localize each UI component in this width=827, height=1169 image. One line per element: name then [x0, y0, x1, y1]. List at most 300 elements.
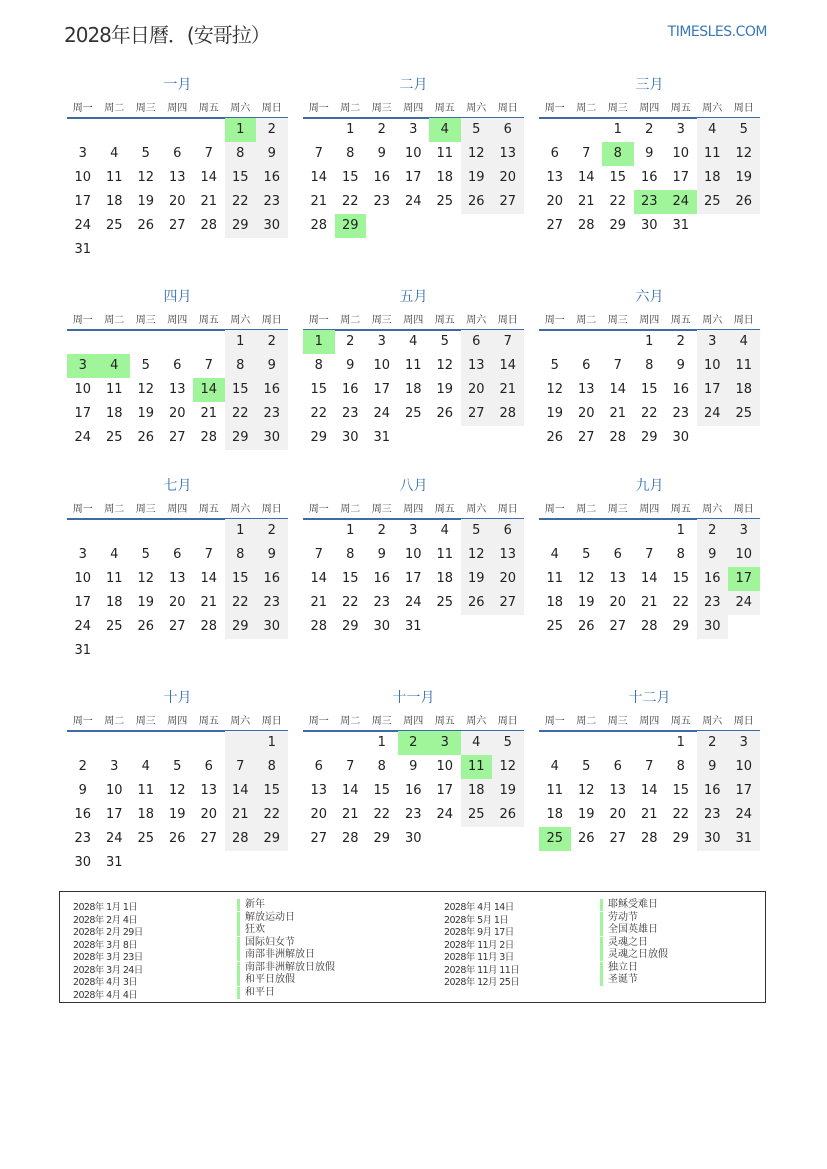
day-cell[interactable]: 21 [310, 194, 328, 209]
day-cell[interactable]: 15 [373, 783, 391, 798]
day-cell[interactable]: 30 [341, 430, 359, 445]
day-cell[interactable]: 20 [200, 807, 218, 822]
day-cell[interactable]: 25 [105, 218, 123, 233]
day-cell[interactable]: 28 [640, 831, 658, 846]
day-cell[interactable]: 2 [256, 519, 288, 543]
day-cell[interactable]: 31 [74, 643, 92, 658]
day-cell[interactable]: 11 [461, 755, 493, 779]
day-cell[interactable]: 15 [256, 779, 288, 803]
day-cell[interactable]: 10 [373, 358, 391, 373]
day-cell[interactable]: 22 [672, 807, 690, 822]
day-cell[interactable]: 28 [341, 831, 359, 846]
day-cell[interactable]: 30 [672, 430, 690, 445]
day-cell[interactable]: 23 [697, 591, 729, 615]
day-cell[interactable]: 20 [492, 166, 524, 190]
day-cell[interactable]: 16 [697, 779, 729, 803]
day-cell[interactable]: 21 [341, 807, 359, 822]
day-cell[interactable]: 22 [609, 194, 627, 209]
day-cell[interactable]: 7 [204, 146, 213, 161]
day-cell[interactable]: 8 [225, 543, 257, 567]
day-cell[interactable]: 3 [409, 122, 418, 137]
day-cell[interactable]: 12 [728, 142, 760, 166]
day-cell[interactable]: 12 [168, 783, 186, 798]
day-cell[interactable]: 17 [436, 783, 454, 798]
day-cell[interactable]: 9 [409, 759, 418, 774]
day-cell[interactable]: 21 [200, 194, 218, 209]
day-cell[interactable]: 13 [200, 783, 218, 798]
day-cell[interactable]: 31 [373, 430, 391, 445]
day-cell[interactable]: 5 [141, 358, 150, 373]
day-cell[interactable]: 28 [225, 827, 257, 851]
day-cell[interactable]: 24 [436, 807, 454, 822]
day-cell[interactable]: 17 [728, 779, 760, 803]
day-cell[interactable]: 1 [303, 330, 335, 354]
day-cell[interactable]: 24 [728, 803, 760, 827]
day-cell[interactable]: 19 [461, 567, 493, 591]
day-cell[interactable]: 12 [137, 571, 155, 586]
day-cell[interactable]: 23 [341, 406, 359, 421]
day-cell[interactable]: 17 [105, 807, 123, 822]
day-cell[interactable]: 3 [409, 523, 418, 538]
day-cell[interactable]: 17 [404, 571, 422, 586]
day-cell[interactable]: 24 [74, 619, 92, 634]
day-cell[interactable]: 21 [609, 406, 627, 421]
day-cell[interactable]: 16 [256, 378, 288, 402]
day-cell[interactable]: 14 [577, 170, 595, 185]
day-cell[interactable]: 14 [640, 571, 658, 586]
day-cell[interactable]: 15 [225, 166, 257, 190]
day-cell[interactable]: 21 [640, 807, 658, 822]
day-cell[interactable]: 27 [310, 831, 328, 846]
day-cell[interactable]: 5 [141, 146, 150, 161]
day-cell[interactable]: 4 [461, 731, 493, 755]
day-cell[interactable]: 25 [404, 406, 422, 421]
day-cell[interactable]: 5 [461, 519, 493, 543]
day-cell[interactable]: 7 [645, 547, 654, 562]
day-cell[interactable]: 18 [137, 807, 155, 822]
day-cell[interactable]: 20 [168, 595, 186, 610]
day-cell[interactable]: 10 [728, 543, 760, 567]
day-cell[interactable]: 24 [373, 406, 391, 421]
day-cell[interactable]: 25 [697, 190, 729, 214]
day-cell[interactable]: 6 [204, 759, 213, 774]
day-cell[interactable]: 6 [461, 330, 493, 354]
day-cell[interactable]: 26 [436, 406, 454, 421]
day-cell[interactable]: 12 [461, 142, 493, 166]
day-cell[interactable]: 19 [728, 166, 760, 190]
day-cell[interactable]: 14 [310, 571, 328, 586]
day-cell[interactable]: 3 [728, 731, 760, 755]
day-cell[interactable]: 9 [346, 358, 355, 373]
day-cell[interactable]: 24 [404, 595, 422, 610]
day-cell[interactable]: 17 [74, 194, 92, 209]
day-cell[interactable]: 19 [137, 406, 155, 421]
day-cell[interactable]: 14 [609, 382, 627, 397]
day-cell[interactable]: 28 [640, 619, 658, 634]
day-cell[interactable]: 22 [225, 402, 257, 426]
day-cell[interactable]: 1 [346, 523, 355, 538]
day-cell[interactable]: 1 [346, 122, 355, 137]
day-cell[interactable]: 16 [672, 382, 690, 397]
day-cell[interactable]: 9 [645, 146, 654, 161]
day-cell[interactable]: 23 [672, 406, 690, 421]
day-cell[interactable]: 3 [676, 122, 685, 137]
day-cell[interactable]: 14 [200, 571, 218, 586]
day-cell[interactable]: 13 [168, 571, 186, 586]
day-cell[interactable]: 5 [728, 118, 760, 142]
day-cell[interactable]: 4 [697, 118, 729, 142]
day-cell[interactable]: 3 [67, 354, 99, 378]
day-cell[interactable]: 28 [200, 430, 218, 445]
day-cell[interactable]: 5 [582, 547, 591, 562]
day-cell[interactable]: 5 [461, 118, 493, 142]
day-cell[interactable]: 7 [613, 358, 622, 373]
day-cell[interactable]: 19 [137, 595, 155, 610]
day-cell[interactable]: 29 [310, 430, 328, 445]
day-cell[interactable]: 18 [436, 571, 454, 586]
day-cell[interactable]: 26 [461, 591, 493, 615]
day-cell[interactable]: 25 [436, 595, 454, 610]
day-cell[interactable]: 7 [645, 759, 654, 774]
day-cell[interactable]: 9 [377, 146, 386, 161]
day-cell[interactable]: 16 [74, 807, 92, 822]
day-cell[interactable]: 8 [225, 142, 257, 166]
day-cell[interactable]: 22 [310, 406, 328, 421]
day-cell[interactable]: 4 [99, 354, 131, 378]
day-cell[interactable]: 6 [173, 547, 182, 562]
day-cell[interactable]: 2 [78, 759, 87, 774]
day-cell[interactable]: 23 [373, 595, 391, 610]
day-cell[interactable]: 13 [461, 354, 493, 378]
day-cell[interactable]: 14 [492, 354, 524, 378]
day-cell[interactable]: 27 [461, 402, 493, 426]
day-cell[interactable]: 23 [697, 803, 729, 827]
day-cell[interactable]: 26 [137, 218, 155, 233]
day-cell[interactable]: 23 [373, 194, 391, 209]
day-cell[interactable]: 18 [105, 194, 123, 209]
day-cell[interactable]: 15 [225, 567, 257, 591]
day-cell[interactable]: 8 [256, 755, 288, 779]
day-cell[interactable]: 4 [550, 547, 559, 562]
day-cell[interactable]: 10 [404, 547, 422, 562]
day-cell[interactable]: 17 [697, 378, 729, 402]
day-cell[interactable]: 26 [461, 190, 493, 214]
day-cell[interactable]: 10 [74, 382, 92, 397]
day-cell[interactable]: 8 [346, 146, 355, 161]
day-cell[interactable]: 30 [404, 831, 422, 846]
day-cell[interactable]: 5 [141, 547, 150, 562]
day-cell[interactable]: 16 [373, 170, 391, 185]
day-cell[interactable]: 26 [577, 619, 595, 634]
day-cell[interactable]: 20 [461, 378, 493, 402]
day-cell[interactable]: 11 [105, 571, 123, 586]
day-cell[interactable]: 29 [672, 831, 690, 846]
day-cell[interactable]: 13 [168, 382, 186, 397]
day-cell[interactable]: 5 [173, 759, 182, 774]
day-cell[interactable]: 17 [672, 170, 690, 185]
day-cell[interactable]: 14 [193, 378, 225, 402]
day-cell[interactable]: 29 [672, 619, 690, 634]
day-cell[interactable]: 16 [697, 567, 729, 591]
day-cell[interactable]: 22 [373, 807, 391, 822]
day-cell[interactable]: 30 [256, 615, 288, 639]
day-cell[interactable]: 15 [225, 378, 257, 402]
day-cell[interactable]: 9 [256, 354, 288, 378]
day-cell[interactable]: 21 [200, 406, 218, 421]
day-cell[interactable]: 13 [609, 571, 627, 586]
day-cell[interactable]: 24 [74, 218, 92, 233]
day-cell[interactable]: 4 [409, 334, 418, 349]
day-cell[interactable]: 3 [728, 519, 760, 543]
day-cell[interactable]: 13 [609, 783, 627, 798]
day-cell[interactable]: 4 [429, 118, 461, 142]
day-cell[interactable]: 13 [546, 170, 564, 185]
day-cell[interactable]: 21 [640, 595, 658, 610]
day-cell[interactable]: 8 [645, 358, 654, 373]
day-cell[interactable]: 18 [404, 382, 422, 397]
day-cell[interactable]: 17 [74, 406, 92, 421]
day-cell[interactable]: 27 [168, 430, 186, 445]
day-cell[interactable]: 22 [225, 190, 257, 214]
day-cell[interactable]: 6 [613, 759, 622, 774]
day-cell[interactable]: 22 [672, 595, 690, 610]
day-cell[interactable]: 4 [110, 547, 119, 562]
day-cell[interactable]: 25 [461, 803, 493, 827]
day-cell[interactable]: 19 [436, 382, 454, 397]
day-cell[interactable]: 3 [110, 759, 119, 774]
day-cell[interactable]: 1 [225, 519, 257, 543]
day-cell[interactable]: 7 [582, 146, 591, 161]
day-cell[interactable]: 28 [200, 619, 218, 634]
day-cell[interactable]: 14 [225, 779, 257, 803]
day-cell[interactable]: 9 [256, 543, 288, 567]
day-cell[interactable]: 7 [225, 755, 257, 779]
day-cell[interactable]: 25 [436, 194, 454, 209]
day-cell[interactable]: 2 [398, 731, 430, 755]
day-cell[interactable]: 25 [539, 827, 571, 851]
day-cell[interactable]: 4 [141, 759, 150, 774]
day-cell[interactable]: 18 [436, 170, 454, 185]
day-cell[interactable]: 7 [204, 358, 213, 373]
day-cell[interactable]: 7 [314, 547, 323, 562]
day-cell[interactable]: 6 [613, 547, 622, 562]
day-cell[interactable]: 9 [256, 142, 288, 166]
day-cell[interactable]: 9 [676, 358, 685, 373]
day-cell[interactable]: 14 [341, 783, 359, 798]
day-cell[interactable]: 16 [640, 170, 658, 185]
day-cell[interactable]: 27 [492, 591, 524, 615]
day-cell[interactable]: 1 [225, 330, 257, 354]
day-cell[interactable]: 13 [577, 382, 595, 397]
day-cell[interactable]: 11 [137, 783, 155, 798]
day-cell[interactable]: 10 [74, 571, 92, 586]
day-cell[interactable]: 17 [404, 170, 422, 185]
day-cell[interactable]: 2 [377, 122, 386, 137]
day-cell[interactable]: 23 [256, 591, 288, 615]
day-cell[interactable]: 17 [74, 595, 92, 610]
day-cell[interactable]: 28 [609, 430, 627, 445]
day-cell[interactable]: 22 [256, 803, 288, 827]
day-cell[interactable]: 29 [373, 831, 391, 846]
day-cell[interactable]: 19 [137, 194, 155, 209]
day-cell[interactable]: 3 [78, 547, 87, 562]
day-cell[interactable]: 2 [346, 334, 355, 349]
day-cell[interactable]: 1 [377, 735, 386, 750]
day-cell[interactable]: 29 [609, 218, 627, 233]
day-cell[interactable]: 6 [314, 759, 323, 774]
day-cell[interactable]: 9 [697, 543, 729, 567]
day-cell[interactable]: 12 [436, 358, 454, 373]
day-cell[interactable]: 11 [697, 142, 729, 166]
day-cell[interactable]: 5 [582, 759, 591, 774]
day-cell[interactable]: 12 [546, 382, 564, 397]
day-cell[interactable]: 20 [609, 595, 627, 610]
day-cell[interactable]: 4 [440, 523, 449, 538]
day-cell[interactable]: 12 [577, 783, 595, 798]
day-cell[interactable]: 2 [676, 334, 685, 349]
day-cell[interactable]: 11 [404, 358, 422, 373]
day-cell[interactable]: 1 [676, 523, 685, 538]
day-cell[interactable]: 25 [728, 402, 760, 426]
day-cell[interactable]: 29 [640, 430, 658, 445]
day-cell[interactable]: 7 [346, 759, 355, 774]
day-cell[interactable]: 11 [436, 547, 454, 562]
day-cell[interactable]: 2 [697, 731, 729, 755]
day-cell[interactable]: 19 [577, 807, 595, 822]
day-cell[interactable]: 3 [377, 334, 386, 349]
day-cell[interactable]: 10 [105, 783, 123, 798]
day-cell[interactable]: 6 [173, 358, 182, 373]
day-cell[interactable]: 21 [310, 595, 328, 610]
day-cell[interactable]: 18 [105, 595, 123, 610]
day-cell[interactable]: 26 [577, 831, 595, 846]
day-cell[interactable]: 27 [577, 430, 595, 445]
day-cell[interactable]: 8 [602, 142, 634, 166]
day-cell[interactable]: 2 [645, 122, 654, 137]
day-cell[interactable]: 18 [697, 166, 729, 190]
day-cell[interactable]: 7 [492, 330, 524, 354]
day-cell[interactable]: 29 [256, 827, 288, 851]
day-cell[interactable]: 9 [377, 547, 386, 562]
day-cell[interactable]: 1 [613, 122, 622, 137]
day-cell[interactable]: 17 [373, 382, 391, 397]
day-cell[interactable]: 6 [582, 358, 591, 373]
day-cell[interactable]: 24 [728, 591, 760, 615]
day-cell[interactable]: 10 [728, 755, 760, 779]
day-cell[interactable]: 7 [314, 146, 323, 161]
day-cell[interactable]: 28 [310, 218, 328, 233]
day-cell[interactable]: 12 [137, 382, 155, 397]
day-cell[interactable]: 2 [377, 523, 386, 538]
day-cell[interactable]: 8 [314, 358, 323, 373]
day-cell[interactable]: 2 [697, 519, 729, 543]
day-cell[interactable]: 18 [461, 779, 493, 803]
day-cell[interactable]: 21 [577, 194, 595, 209]
day-cell[interactable]: 16 [341, 382, 359, 397]
day-cell[interactable]: 17 [728, 567, 760, 591]
day-cell[interactable]: 22 [341, 595, 359, 610]
day-cell[interactable]: 26 [137, 430, 155, 445]
day-cell[interactable]: 30 [373, 619, 391, 634]
day-cell[interactable]: 5 [440, 334, 449, 349]
day-cell[interactable]: 8 [676, 759, 685, 774]
day-cell[interactable]: 31 [672, 218, 690, 233]
day-cell[interactable]: 20 [168, 406, 186, 421]
day-cell[interactable]: 24 [74, 430, 92, 445]
day-cell[interactable]: 23 [404, 807, 422, 822]
day-cell[interactable]: 4 [550, 759, 559, 774]
day-cell[interactable]: 23 [74, 831, 92, 846]
day-cell[interactable]: 4 [728, 330, 760, 354]
day-cell[interactable]: 2 [256, 118, 288, 142]
day-cell[interactable]: 20 [168, 194, 186, 209]
day-cell[interactable]: 27 [609, 831, 627, 846]
day-cell[interactable]: 16 [404, 783, 422, 798]
day-cell[interactable]: 13 [168, 170, 186, 185]
day-cell[interactable]: 12 [137, 170, 155, 185]
day-cell[interactable]: 20 [609, 807, 627, 822]
day-cell[interactable]: 31 [74, 242, 92, 257]
day-cell[interactable]: 28 [492, 402, 524, 426]
day-cell[interactable]: 11 [546, 571, 564, 586]
day-cell[interactable]: 10 [697, 354, 729, 378]
day-cell[interactable]: 26 [492, 803, 524, 827]
day-cell[interactable]: 30 [640, 218, 658, 233]
day-cell[interactable]: 21 [200, 595, 218, 610]
day-cell[interactable]: 28 [577, 218, 595, 233]
day-cell[interactable]: 26 [168, 831, 186, 846]
day-cell[interactable]: 22 [640, 406, 658, 421]
day-cell[interactable]: 24 [665, 190, 697, 214]
day-cell[interactable]: 29 [225, 214, 257, 238]
day-cell[interactable]: 29 [225, 615, 257, 639]
day-cell[interactable]: 7 [204, 547, 213, 562]
day-cell[interactable]: 1 [645, 334, 654, 349]
day-cell[interactable]: 26 [137, 619, 155, 634]
day-cell[interactable]: 9 [697, 755, 729, 779]
day-cell[interactable]: 20 [492, 567, 524, 591]
day-cell[interactable]: 20 [310, 807, 328, 822]
day-cell[interactable]: 30 [697, 615, 729, 639]
day-cell[interactable]: 9 [78, 783, 87, 798]
day-cell[interactable]: 28 [310, 619, 328, 634]
day-cell[interactable]: 6 [173, 146, 182, 161]
day-cell[interactable]: 19 [492, 779, 524, 803]
day-cell[interactable]: 18 [546, 807, 564, 822]
day-cell[interactable]: 15 [341, 170, 359, 185]
day-cell[interactable]: 14 [200, 170, 218, 185]
day-cell[interactable]: 10 [74, 170, 92, 185]
day-cell[interactable]: 31 [728, 827, 760, 851]
day-cell[interactable]: 11 [436, 146, 454, 161]
day-cell[interactable]: 13 [492, 142, 524, 166]
day-cell[interactable]: 8 [346, 547, 355, 562]
day-cell[interactable]: 10 [404, 146, 422, 161]
day-cell[interactable]: 31 [404, 619, 422, 634]
day-cell[interactable]: 27 [200, 831, 218, 846]
day-cell[interactable]: 29 [341, 619, 359, 634]
day-cell[interactable]: 14 [640, 783, 658, 798]
day-cell[interactable]: 20 [577, 406, 595, 421]
day-cell[interactable]: 20 [546, 194, 564, 209]
day-cell[interactable]: 11 [546, 783, 564, 798]
day-cell[interactable]: 11 [105, 170, 123, 185]
day-cell[interactable]: 1 [225, 118, 257, 142]
day-cell[interactable]: 31 [105, 855, 123, 870]
day-cell[interactable]: 16 [373, 571, 391, 586]
day-cell[interactable]: 10 [436, 759, 454, 774]
day-cell[interactable]: 28 [200, 218, 218, 233]
